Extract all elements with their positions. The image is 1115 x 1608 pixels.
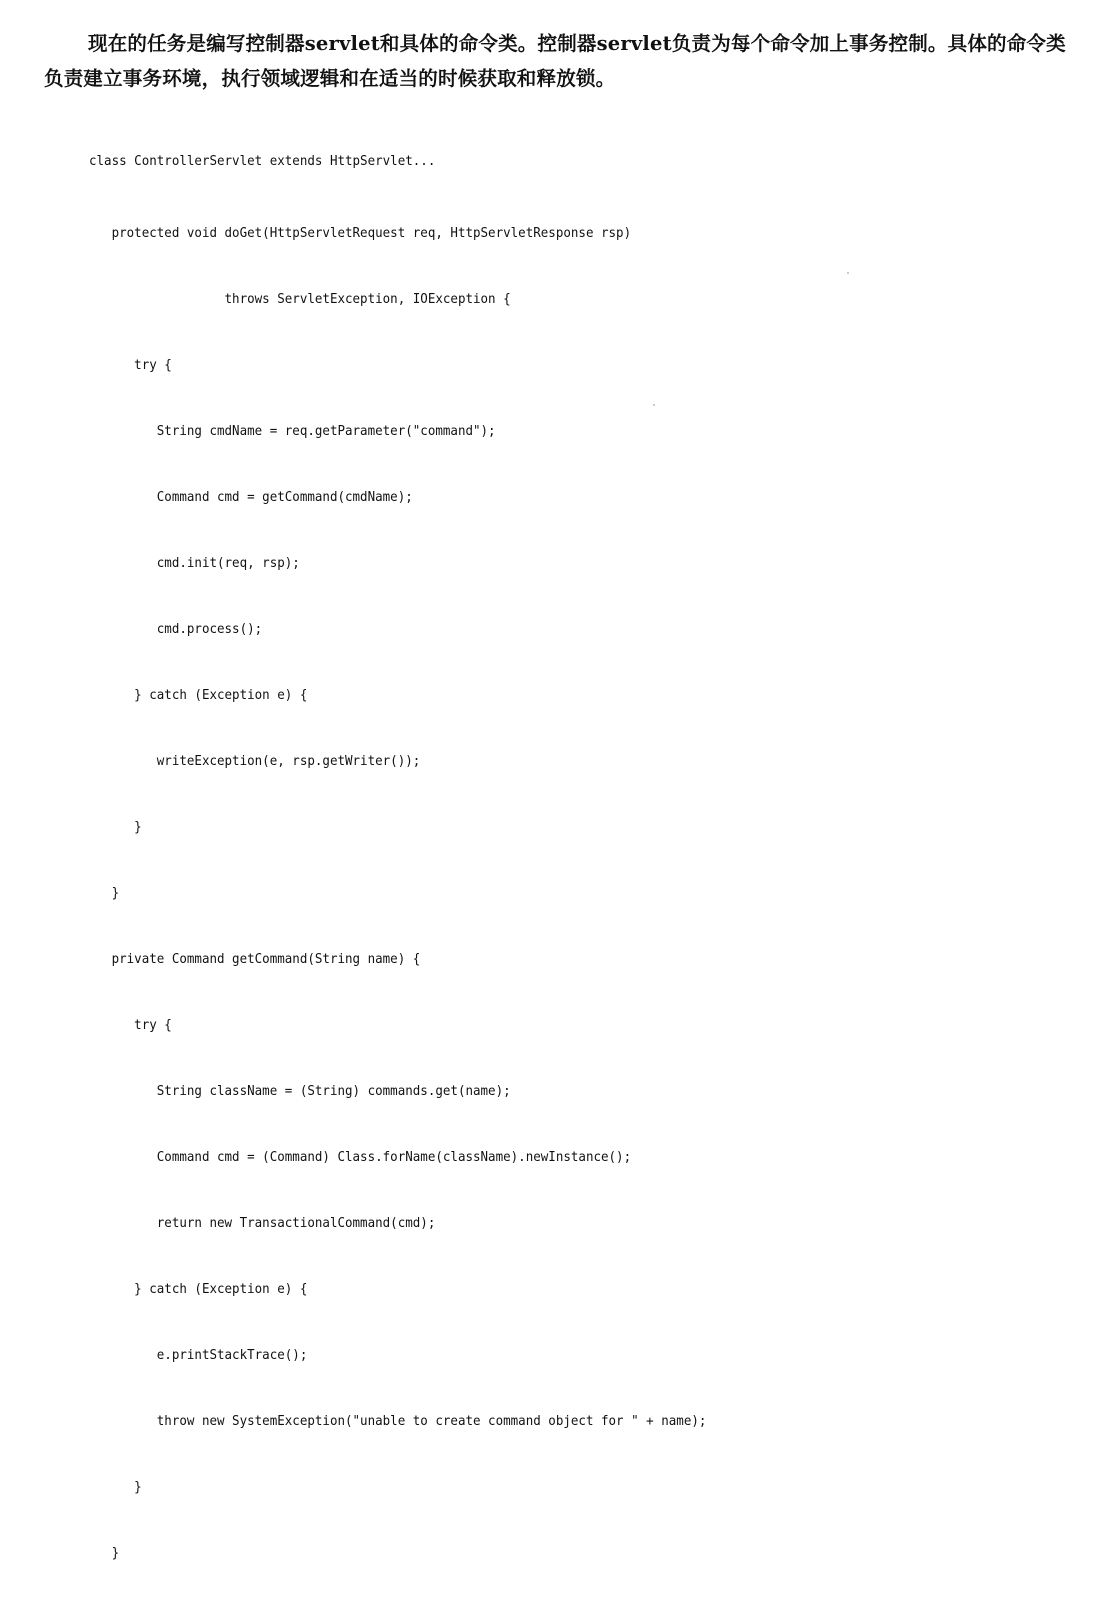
code-line: } catch (Exception e) { — [89, 1281, 308, 1297]
code-line: } — [89, 885, 120, 901]
code-line: Command cmd = (Command) Class.forName(className).newInstance(); — [89, 1149, 632, 1165]
code-line: } — [89, 1479, 142, 1495]
code-line: cmd.init(req, rsp); — [89, 555, 300, 571]
code-line: private Command getCommand(String name) { — [89, 951, 421, 967]
code-line: return new TransactionalCommand(cmd); — [89, 1215, 436, 1231]
scan-speck — [847, 272, 849, 274]
code-listing — [89, 106, 706, 1608]
code-line: String cmdName = req.getParameter("command"); — [89, 423, 496, 439]
code-line: throws ServletException, IOException { — [89, 291, 511, 307]
scan-speck — [653, 404, 655, 406]
code-line: } — [89, 819, 142, 835]
code-line: String className = (String) commands.get(name); — [89, 1083, 511, 1099]
code-line: cmd.process(); — [89, 621, 263, 637]
code-line: protected void doGet(HttpServletRequest req, HttpServletResponse rsp) — [89, 225, 632, 241]
code-line: try { — [89, 357, 172, 373]
code-line: } catch (Exception e) { — [89, 687, 308, 703]
code-line: try { — [89, 1017, 172, 1033]
code-line: Command cmd = getCommand(cmdName); — [89, 489, 413, 505]
code-line: } — [89, 1545, 120, 1561]
code-line: writeException(e, rsp.getWriter()); — [89, 753, 421, 769]
code-line: class ControllerServlet extends HttpServlet... — [89, 153, 436, 169]
code-line: throw new SystemException("unable to create command object for " + name); — [89, 1413, 707, 1429]
code-line: e.printStackTrace(); — [89, 1347, 308, 1363]
body-paragraph: 现在的任务是编写控制器servlet和具体的命令类。控制器servlet负责为每个命令加上事务控制。具体的命令类负责建立事务环境，执行领域逻辑和在适当的时候获取和释放锁。 — [44, 32, 1066, 90]
